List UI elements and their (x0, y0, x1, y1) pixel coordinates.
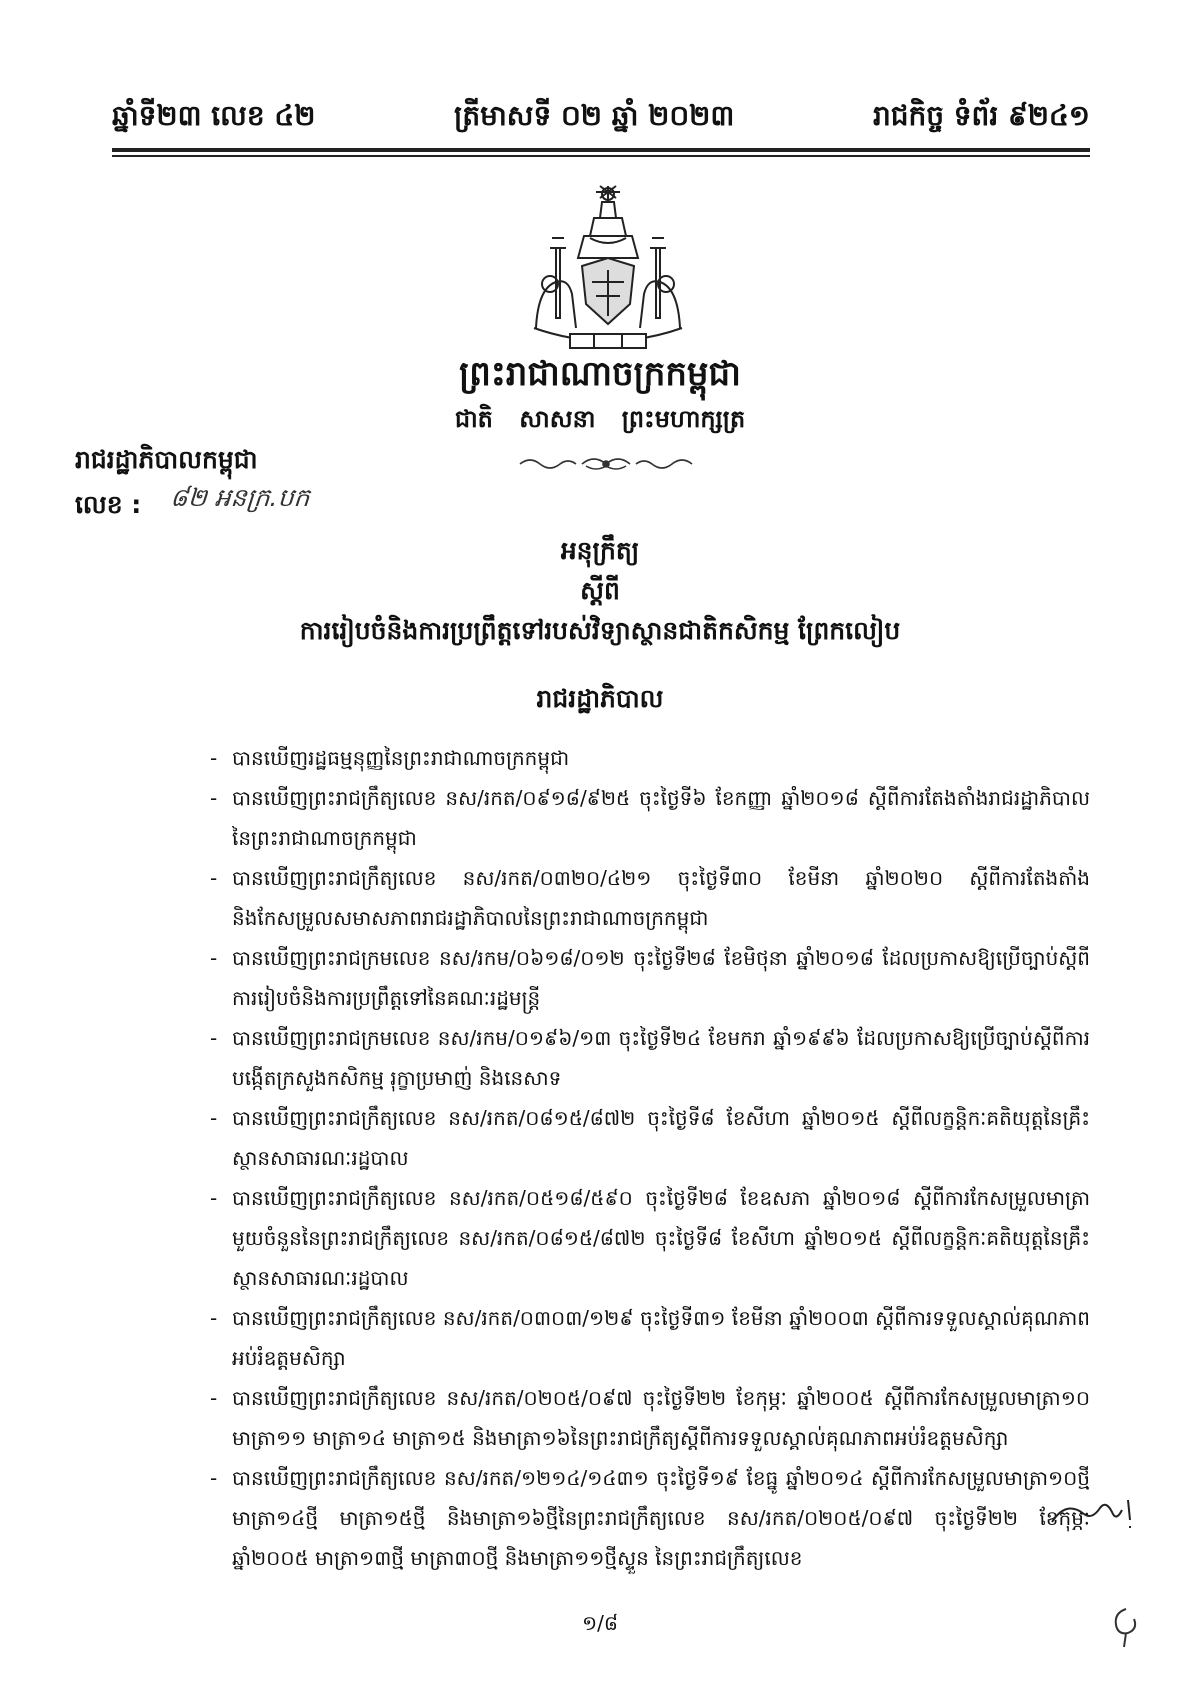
list-item: - បានឃើញព្រះរាជក្រឹត្យលេខ នស/រកត/១២១៤/១៤៣១ ចុះថ្ងៃទី១៩ ខែធ្នូ ឆ្នាំ២០១៤ ស្តីពីការកែសម្រួលមាត្រា១០ថ្មី មាត្រា១៤ថ្មី មាត្រា១៥ថ្មី និងមាត្រា១៦ថ្មីនៃព្រះរាជក្រឹត្យលេខ នស/រកត/០២០៥/០៩៧ ចុះថ្ងៃទី២២ ខែកុម្ភៈ ឆ្នាំ២០០៥ មាត្រា១៣ថ្មី មាត្រា៣០ថ្មី និងមាត្រា១១ថ្មីស្ទួន នៃព្រះរាជក្រឹត្យលេខ (210, 1458, 1090, 1578)
list-item: - បានឃើញព្រះរាជក្រឹត្យលេខ នស/រកត/០២០៥/០៩៧ ចុះថ្ងៃទី២២ ខែកុម្ភៈ ឆ្នាំ២០០៥ ស្តីពីការកែសម្រួលមាត្រា១០ មាត្រា១១ មាត្រា១៤ មាត្រា១៥ និងមាត្រា១៦នៃព្រះរាជក្រឹត្យស្តីពីការទទួលស្គាល់គុណភាពអប់រំឧត្តមសិក្សា (210, 1378, 1090, 1458)
header-quarter: ត្រីមាសទី ០២ ឆ្នាំ ២០២៣ (454, 98, 735, 132)
list-item: - បានឃើញរដ្ឋធម្មនុញ្ញនៃព្រះរាជាណាចក្រកម្ពុជា (210, 738, 1090, 778)
list-item: - បានឃើញព្រះរាជក្រមលេខ នស/រកម/០១៩៦/១៣ ចុះថ្ងៃទី២៤ ខែមករា ឆ្នាំ១៩៩៦ ដែលប្រកាសឱ្យប្រើច្បាប់ស្តីពីការបង្កើតក្រសួងកសិកម្ម រុក្ខាប្រមាញ់ និងនេសាទ (210, 1018, 1090, 1098)
header-rule-thin (112, 155, 1090, 157)
header-page: រាជកិច្ច ទំព័រ ៩២៤១ (872, 98, 1090, 132)
gazette-header (112, 88, 1090, 148)
document-subject-connector: ស្តីពី (580, 576, 620, 605)
document-number-handwritten: ៨២ អនក្រ.បក (169, 483, 311, 512)
document-subject: ការរៀបចំនិងការប្រព្រឹត្តទៅរបស់វិទ្យាស្ថានជាតិកសិកម្ម ព្រែកលៀប (299, 616, 901, 645)
header-rule-thick (112, 148, 1090, 152)
royal-arms-emblem (516, 178, 700, 362)
document-number-label: លេខ : (75, 490, 142, 519)
list-item: - បានឃើញព្រះរាជក្រឹត្យលេខ នស/រកត/០៨១៥/៨៧២ ចុះថ្ងៃទី៨ ខែសីហា ឆ្នាំ២០១៥ ស្តីពីលក្ខន្តិកៈគតិយុត្តនៃគ្រឹះស្ថានសាធារណៈរដ្ឋបាល (210, 1098, 1090, 1178)
initials-signature (1048, 1492, 1138, 1536)
national-motto: ជាតិ សាសនា ព្រះមហាក្សត្រ (454, 405, 746, 433)
kingdom-name: ព្រះរាជាណាចក្រកម្ពុជា (459, 354, 741, 394)
header-year-issue: ឆ្នាំទី២៣ លេខ ៤២ (112, 98, 316, 132)
corner-initial-mark (1108, 1605, 1144, 1649)
page-number: ១/៨ (581, 1611, 619, 1635)
list-item: - បានឃើញព្រះរាជក្រមលេខ នស/រកម/០៦១៨/០១២ ចុះថ្ងៃទី២៨ ខែមិថុនា ឆ្នាំ២០១៨ ដែលប្រកាសឱ្យប្រើច្បាប់ស្តីពីការរៀបចំនិងការប្រព្រឹត្តទៅនៃគណៈរដ្ឋមន្ត្រី (210, 938, 1090, 1018)
list-item: - បានឃើញព្រះរាជក្រឹត្យលេខ នស/រកត/០៣២០/៤២១ ចុះថ្ងៃទី៣០ ខែមីនា ឆ្នាំ២០២០ ស្តីពីការតែងតាំង និងកែសម្រួលសមាសភាពរាជរដ្ឋាភិបាលនៃព្រះរាជាណាចក្រកម្ពុជា (210, 858, 1090, 938)
document-type-title: អនុក្រឹត្យ (560, 536, 640, 565)
list-item: - បានឃើញព្រះរាជក្រឹត្យលេខ នស/រកត/០៣០៣/១២៩ ចុះថ្ងៃទី៣១ ខែមីនា ឆ្នាំ២០០៣ ស្តីពីការទទួលស្គាល់គុណភាពអប់រំឧត្តមសិក្សា (210, 1298, 1090, 1378)
issuing-government: រាជរដ្ឋាភិបាលកម្ពុជា (75, 445, 258, 474)
considerations-list (210, 738, 1090, 1578)
section-heading: រាជរដ្ឋាភិបាល (536, 684, 664, 713)
list-item: - បានឃើញព្រះរាជក្រឹត្យលេខ នស/រកត/០៥១៨/៥៩០ ចុះថ្ងៃទី២៨ ខែឧសភា ឆ្នាំ២០១៨ ស្តីពីការកែសម្រួលមាត្រាមួយចំនួននៃព្រះរាជក្រឹត្យលេខ នស/រកត/០៨១៥/៨៧២ ចុះថ្ងៃទី៨ ខែសីហា ឆ្នាំ២០១៥ ស្តីពីលក្ខន្តិកៈគតិយុត្តនៃគ្រឹះស្ថានសាធារណៈរដ្ឋបាល (210, 1178, 1090, 1298)
list-item: - បានឃើញព្រះរាជក្រឹត្យលេខ នស/រកត/០៩១៨/៩២៥ ចុះថ្ងៃទី៦ ខែកញ្ញា ឆ្នាំ២០១៨ ស្តីពីការតែងតាំងរាជរដ្ឋាភិបាលនៃព្រះរាជាណាចក្រកម្ពុជា (210, 778, 1090, 858)
decorative-divider (516, 452, 696, 474)
